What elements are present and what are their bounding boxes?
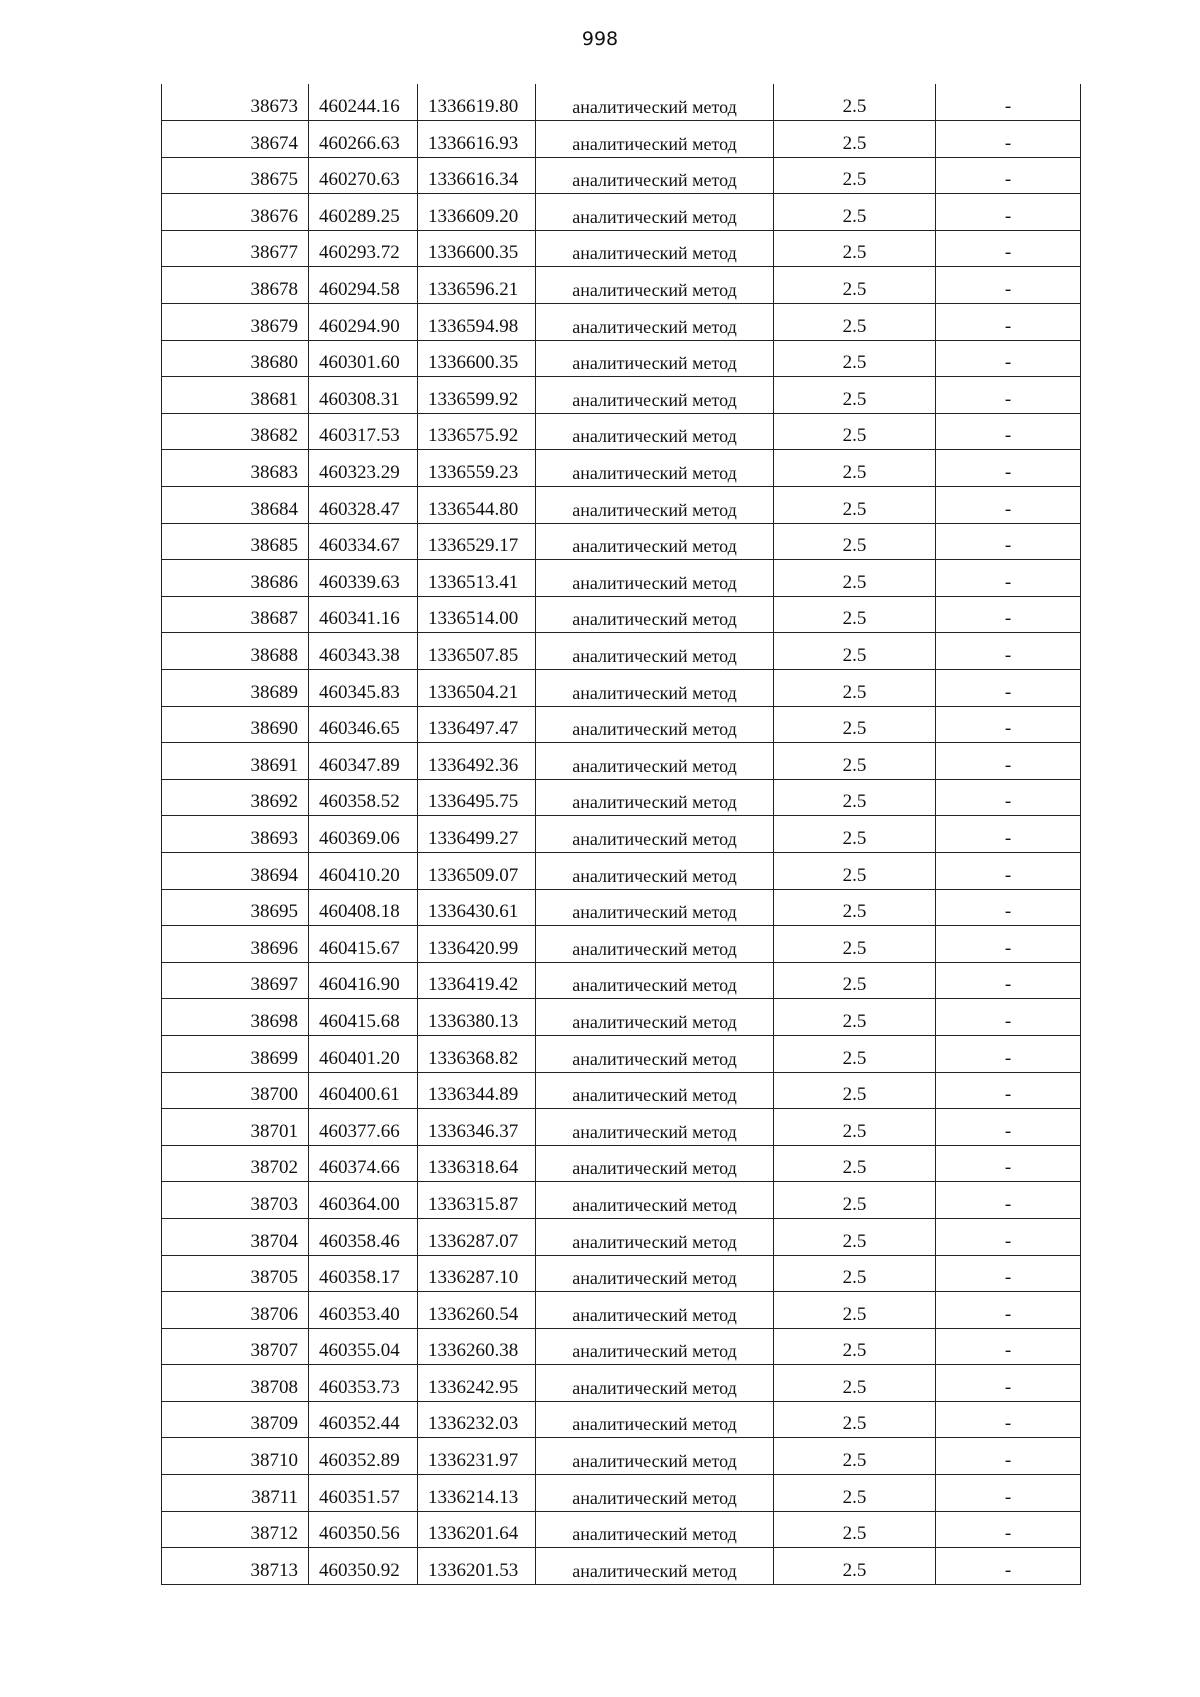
y-coordinate-cell: 1336599.92 bbox=[418, 377, 536, 414]
table-row bbox=[162, 1218, 1081, 1255]
note-cell: - bbox=[936, 377, 1081, 414]
method-cell: аналитический метод bbox=[536, 889, 774, 926]
x-coordinate-cell: 460328.47 bbox=[309, 487, 418, 524]
method-cell: аналитический метод bbox=[536, 377, 774, 414]
point-number-cell: 38713 bbox=[162, 1548, 309, 1585]
x-coordinate-cell: 460353.73 bbox=[309, 1365, 418, 1402]
y-coordinate-cell: 1336346.37 bbox=[418, 1109, 536, 1146]
table-row bbox=[162, 1255, 1081, 1292]
point-number-cell: 38678 bbox=[162, 267, 309, 304]
table-row bbox=[162, 1548, 1081, 1585]
accuracy-cell: 2.5 bbox=[774, 633, 936, 670]
y-coordinate-cell: 1336509.07 bbox=[418, 852, 536, 889]
table-row bbox=[162, 413, 1081, 450]
y-coordinate-cell: 1336596.21 bbox=[418, 267, 536, 304]
point-number-cell: 38698 bbox=[162, 999, 309, 1036]
point-number-cell: 38709 bbox=[162, 1401, 309, 1438]
accuracy-cell: 2.5 bbox=[774, 1145, 936, 1182]
accuracy-cell: 2.5 bbox=[774, 1438, 936, 1475]
note-cell: - bbox=[936, 852, 1081, 889]
accuracy-cell: 2.5 bbox=[774, 523, 936, 560]
point-number-cell: 38686 bbox=[162, 560, 309, 597]
accuracy-cell: 2.5 bbox=[774, 743, 936, 780]
note-cell: - bbox=[936, 1182, 1081, 1219]
accuracy-cell: 2.5 bbox=[774, 779, 936, 816]
accuracy-cell: 2.5 bbox=[774, 926, 936, 963]
point-number-cell: 38680 bbox=[162, 340, 309, 377]
method-cell: аналитический метод bbox=[536, 816, 774, 853]
method-cell: аналитический метод bbox=[536, 267, 774, 304]
x-coordinate-cell: 460410.20 bbox=[309, 852, 418, 889]
table-row bbox=[162, 121, 1081, 158]
x-coordinate-cell: 460293.72 bbox=[309, 230, 418, 267]
method-cell: аналитический метод bbox=[536, 194, 774, 231]
point-number-cell: 38683 bbox=[162, 450, 309, 487]
note-cell: - bbox=[936, 743, 1081, 780]
x-coordinate-cell: 460415.68 bbox=[309, 999, 418, 1036]
x-coordinate-cell: 460350.92 bbox=[309, 1548, 418, 1585]
y-coordinate-cell: 1336514.00 bbox=[418, 596, 536, 633]
accuracy-cell: 2.5 bbox=[774, 889, 936, 926]
note-cell: - bbox=[936, 157, 1081, 194]
table-row bbox=[162, 1109, 1081, 1146]
table-row bbox=[162, 633, 1081, 670]
method-cell: аналитический метод bbox=[536, 743, 774, 780]
method-cell: аналитический метод bbox=[536, 487, 774, 524]
method-cell: аналитический метод bbox=[536, 1328, 774, 1365]
method-cell: аналитический метод bbox=[536, 340, 774, 377]
y-coordinate-cell: 1336231.97 bbox=[418, 1438, 536, 1475]
accuracy-cell: 2.5 bbox=[774, 450, 936, 487]
accuracy-cell: 2.5 bbox=[774, 670, 936, 707]
x-coordinate-cell: 460301.60 bbox=[309, 340, 418, 377]
note-cell: - bbox=[936, 487, 1081, 524]
point-number-cell: 38690 bbox=[162, 706, 309, 743]
note-cell: - bbox=[936, 962, 1081, 999]
x-coordinate-cell: 460294.90 bbox=[309, 304, 418, 341]
accuracy-cell: 2.5 bbox=[774, 1292, 936, 1329]
y-coordinate-cell: 1336242.95 bbox=[418, 1365, 536, 1402]
accuracy-cell: 2.5 bbox=[774, 377, 936, 414]
y-coordinate-cell: 1336430.61 bbox=[418, 889, 536, 926]
accuracy-cell: 2.5 bbox=[774, 413, 936, 450]
accuracy-cell: 2.5 bbox=[774, 487, 936, 524]
coordinates-table bbox=[161, 84, 1081, 1585]
x-coordinate-cell: 460270.63 bbox=[309, 157, 418, 194]
y-coordinate-cell: 1336616.93 bbox=[418, 121, 536, 158]
coordinates-table-container bbox=[161, 84, 1080, 1585]
note-cell: - bbox=[936, 633, 1081, 670]
point-number-cell: 38691 bbox=[162, 743, 309, 780]
point-number-cell: 38697 bbox=[162, 962, 309, 999]
y-coordinate-cell: 1336529.17 bbox=[418, 523, 536, 560]
method-cell: аналитический метод bbox=[536, 926, 774, 963]
y-coordinate-cell: 1336619.80 bbox=[418, 84, 536, 121]
table-row bbox=[162, 926, 1081, 963]
point-number-cell: 38707 bbox=[162, 1328, 309, 1365]
note-cell: - bbox=[936, 1475, 1081, 1512]
note-cell: - bbox=[936, 596, 1081, 633]
note-cell: - bbox=[936, 1511, 1081, 1548]
point-number-cell: 38674 bbox=[162, 121, 309, 158]
method-cell: аналитический метод bbox=[536, 633, 774, 670]
x-coordinate-cell: 460358.46 bbox=[309, 1218, 418, 1255]
accuracy-cell: 2.5 bbox=[774, 1475, 936, 1512]
accuracy-cell: 2.5 bbox=[774, 340, 936, 377]
y-coordinate-cell: 1336504.21 bbox=[418, 670, 536, 707]
accuracy-cell: 2.5 bbox=[774, 999, 936, 1036]
note-cell: - bbox=[936, 84, 1081, 121]
point-number-cell: 38712 bbox=[162, 1511, 309, 1548]
y-coordinate-cell: 1336575.92 bbox=[418, 413, 536, 450]
y-coordinate-cell: 1336344.89 bbox=[418, 1072, 536, 1109]
point-number-cell: 38681 bbox=[162, 377, 309, 414]
point-number-cell: 38675 bbox=[162, 157, 309, 194]
y-coordinate-cell: 1336616.34 bbox=[418, 157, 536, 194]
point-number-cell: 38677 bbox=[162, 230, 309, 267]
y-coordinate-cell: 1336513.41 bbox=[418, 560, 536, 597]
note-cell: - bbox=[936, 267, 1081, 304]
accuracy-cell: 2.5 bbox=[774, 194, 936, 231]
table-row bbox=[162, 230, 1081, 267]
y-coordinate-cell: 1336559.23 bbox=[418, 450, 536, 487]
x-coordinate-cell: 460369.06 bbox=[309, 816, 418, 853]
x-coordinate-cell: 460343.38 bbox=[309, 633, 418, 670]
y-coordinate-cell: 1336594.98 bbox=[418, 304, 536, 341]
accuracy-cell: 2.5 bbox=[774, 816, 936, 853]
table-row bbox=[162, 157, 1081, 194]
table-row bbox=[162, 1475, 1081, 1512]
x-coordinate-cell: 460347.89 bbox=[309, 743, 418, 780]
accuracy-cell: 2.5 bbox=[774, 121, 936, 158]
method-cell: аналитический метод bbox=[536, 670, 774, 707]
method-cell: аналитический метод bbox=[536, 596, 774, 633]
method-cell: аналитический метод bbox=[536, 1548, 774, 1585]
y-coordinate-cell: 1336419.42 bbox=[418, 962, 536, 999]
point-number-cell: 38682 bbox=[162, 413, 309, 450]
accuracy-cell: 2.5 bbox=[774, 706, 936, 743]
x-coordinate-cell: 460353.40 bbox=[309, 1292, 418, 1329]
x-coordinate-cell: 460416.90 bbox=[309, 962, 418, 999]
accuracy-cell: 2.5 bbox=[774, 1365, 936, 1402]
note-cell: - bbox=[936, 1255, 1081, 1292]
method-cell: аналитический метод bbox=[536, 779, 774, 816]
point-number-cell: 38710 bbox=[162, 1438, 309, 1475]
point-number-cell: 38676 bbox=[162, 194, 309, 231]
y-coordinate-cell: 1336600.35 bbox=[418, 340, 536, 377]
method-cell: аналитический метод bbox=[536, 1145, 774, 1182]
note-cell: - bbox=[936, 1365, 1081, 1402]
table-row bbox=[162, 1438, 1081, 1475]
method-cell: аналитический метод bbox=[536, 1109, 774, 1146]
note-cell: - bbox=[936, 450, 1081, 487]
note-cell: - bbox=[936, 194, 1081, 231]
note-cell: - bbox=[936, 1035, 1081, 1072]
note-cell: - bbox=[936, 706, 1081, 743]
point-number-cell: 38688 bbox=[162, 633, 309, 670]
accuracy-cell: 2.5 bbox=[774, 84, 936, 121]
note-cell: - bbox=[936, 304, 1081, 341]
method-cell: аналитический метод bbox=[536, 230, 774, 267]
y-coordinate-cell: 1336368.82 bbox=[418, 1035, 536, 1072]
point-number-cell: 38694 bbox=[162, 852, 309, 889]
table-row bbox=[162, 84, 1081, 121]
method-cell: аналитический метод bbox=[536, 450, 774, 487]
note-cell: - bbox=[936, 413, 1081, 450]
table-row bbox=[162, 560, 1081, 597]
table-row bbox=[162, 194, 1081, 231]
note-cell: - bbox=[936, 1109, 1081, 1146]
x-coordinate-cell: 460415.67 bbox=[309, 926, 418, 963]
accuracy-cell: 2.5 bbox=[774, 1255, 936, 1292]
point-number-cell: 38700 bbox=[162, 1072, 309, 1109]
x-coordinate-cell: 460308.31 bbox=[309, 377, 418, 414]
table-row bbox=[162, 487, 1081, 524]
point-number-cell: 38701 bbox=[162, 1109, 309, 1146]
x-coordinate-cell: 460400.61 bbox=[309, 1072, 418, 1109]
method-cell: аналитический метод bbox=[536, 1511, 774, 1548]
table-row bbox=[162, 1145, 1081, 1182]
table-row bbox=[162, 816, 1081, 853]
note-cell: - bbox=[936, 816, 1081, 853]
table-row bbox=[162, 450, 1081, 487]
x-coordinate-cell: 460339.63 bbox=[309, 560, 418, 597]
table-row bbox=[162, 1328, 1081, 1365]
note-cell: - bbox=[936, 1218, 1081, 1255]
accuracy-cell: 2.5 bbox=[774, 267, 936, 304]
table-row bbox=[162, 1072, 1081, 1109]
point-number-cell: 38705 bbox=[162, 1255, 309, 1292]
y-coordinate-cell: 1336201.64 bbox=[418, 1511, 536, 1548]
y-coordinate-cell: 1336420.99 bbox=[418, 926, 536, 963]
point-number-cell: 38696 bbox=[162, 926, 309, 963]
point-number-cell: 38708 bbox=[162, 1365, 309, 1402]
accuracy-cell: 2.5 bbox=[774, 1548, 936, 1585]
method-cell: аналитический метод bbox=[536, 1218, 774, 1255]
table-row bbox=[162, 999, 1081, 1036]
accuracy-cell: 2.5 bbox=[774, 304, 936, 341]
x-coordinate-cell: 460350.56 bbox=[309, 1511, 418, 1548]
note-cell: - bbox=[936, 889, 1081, 926]
method-cell: аналитический метод bbox=[536, 413, 774, 450]
table-row bbox=[162, 1182, 1081, 1219]
accuracy-cell: 2.5 bbox=[774, 157, 936, 194]
x-coordinate-cell: 460364.00 bbox=[309, 1182, 418, 1219]
note-cell: - bbox=[936, 1145, 1081, 1182]
x-coordinate-cell: 460334.67 bbox=[309, 523, 418, 560]
table-row bbox=[162, 340, 1081, 377]
point-number-cell: 38703 bbox=[162, 1182, 309, 1219]
y-coordinate-cell: 1336492.36 bbox=[418, 743, 536, 780]
point-number-cell: 38673 bbox=[162, 84, 309, 121]
y-coordinate-cell: 1336287.10 bbox=[418, 1255, 536, 1292]
table-row bbox=[162, 267, 1081, 304]
y-coordinate-cell: 1336600.35 bbox=[418, 230, 536, 267]
x-coordinate-cell: 460355.04 bbox=[309, 1328, 418, 1365]
point-number-cell: 38711 bbox=[162, 1475, 309, 1512]
point-number-cell: 38684 bbox=[162, 487, 309, 524]
accuracy-cell: 2.5 bbox=[774, 962, 936, 999]
table-row bbox=[162, 1401, 1081, 1438]
y-coordinate-cell: 1336380.13 bbox=[418, 999, 536, 1036]
point-number-cell: 38692 bbox=[162, 779, 309, 816]
method-cell: аналитический метод bbox=[536, 1365, 774, 1402]
method-cell: аналитический метод bbox=[536, 706, 774, 743]
method-cell: аналитический метод bbox=[536, 304, 774, 341]
point-number-cell: 38695 bbox=[162, 889, 309, 926]
x-coordinate-cell: 460317.53 bbox=[309, 413, 418, 450]
point-number-cell: 38689 bbox=[162, 670, 309, 707]
point-number-cell: 38687 bbox=[162, 596, 309, 633]
x-coordinate-cell: 460358.17 bbox=[309, 1255, 418, 1292]
method-cell: аналитический метод bbox=[536, 962, 774, 999]
y-coordinate-cell: 1336544.80 bbox=[418, 487, 536, 524]
y-coordinate-cell: 1336495.75 bbox=[418, 779, 536, 816]
note-cell: - bbox=[936, 523, 1081, 560]
x-coordinate-cell: 460266.63 bbox=[309, 121, 418, 158]
x-coordinate-cell: 460401.20 bbox=[309, 1035, 418, 1072]
y-coordinate-cell: 1336315.87 bbox=[418, 1182, 536, 1219]
note-cell: - bbox=[936, 926, 1081, 963]
x-coordinate-cell: 460374.66 bbox=[309, 1145, 418, 1182]
method-cell: аналитический метод bbox=[536, 157, 774, 194]
x-coordinate-cell: 460351.57 bbox=[309, 1475, 418, 1512]
note-cell: - bbox=[936, 230, 1081, 267]
method-cell: аналитический метод bbox=[536, 1438, 774, 1475]
x-coordinate-cell: 460352.44 bbox=[309, 1401, 418, 1438]
table-row bbox=[162, 596, 1081, 633]
x-coordinate-cell: 460377.66 bbox=[309, 1109, 418, 1146]
accuracy-cell: 2.5 bbox=[774, 1218, 936, 1255]
point-number-cell: 38704 bbox=[162, 1218, 309, 1255]
method-cell: аналитический метод bbox=[536, 1072, 774, 1109]
y-coordinate-cell: 1336260.38 bbox=[418, 1328, 536, 1365]
table-row bbox=[162, 743, 1081, 780]
accuracy-cell: 2.5 bbox=[774, 230, 936, 267]
method-cell: аналитический метод bbox=[536, 1035, 774, 1072]
note-cell: - bbox=[936, 1292, 1081, 1329]
accuracy-cell: 2.5 bbox=[774, 1182, 936, 1219]
x-coordinate-cell: 460289.25 bbox=[309, 194, 418, 231]
table-row bbox=[162, 962, 1081, 999]
method-cell: аналитический метод bbox=[536, 1255, 774, 1292]
table-row bbox=[162, 670, 1081, 707]
note-cell: - bbox=[936, 779, 1081, 816]
method-cell: аналитический метод bbox=[536, 560, 774, 597]
table-row bbox=[162, 377, 1081, 414]
note-cell: - bbox=[936, 560, 1081, 597]
accuracy-cell: 2.5 bbox=[774, 560, 936, 597]
x-coordinate-cell: 460408.18 bbox=[309, 889, 418, 926]
accuracy-cell: 2.5 bbox=[774, 852, 936, 889]
table-row bbox=[162, 304, 1081, 341]
point-number-cell: 38693 bbox=[162, 816, 309, 853]
y-coordinate-cell: 1336499.27 bbox=[418, 816, 536, 853]
y-coordinate-cell: 1336609.20 bbox=[418, 194, 536, 231]
y-coordinate-cell: 1336507.85 bbox=[418, 633, 536, 670]
accuracy-cell: 2.5 bbox=[774, 1035, 936, 1072]
x-coordinate-cell: 460294.58 bbox=[309, 267, 418, 304]
accuracy-cell: 2.5 bbox=[774, 1109, 936, 1146]
method-cell: аналитический метод bbox=[536, 852, 774, 889]
note-cell: - bbox=[936, 1401, 1081, 1438]
table-row bbox=[162, 779, 1081, 816]
note-cell: - bbox=[936, 121, 1081, 158]
point-number-cell: 38679 bbox=[162, 304, 309, 341]
point-number-cell: 38685 bbox=[162, 523, 309, 560]
note-cell: - bbox=[936, 1548, 1081, 1585]
method-cell: аналитический метод bbox=[536, 1182, 774, 1219]
method-cell: аналитический метод bbox=[536, 999, 774, 1036]
method-cell: аналитический метод bbox=[536, 121, 774, 158]
method-cell: аналитический метод bbox=[536, 523, 774, 560]
note-cell: - bbox=[936, 1072, 1081, 1109]
table-row bbox=[162, 889, 1081, 926]
page-number: 998 bbox=[581, 28, 619, 50]
x-coordinate-cell: 460352.89 bbox=[309, 1438, 418, 1475]
accuracy-cell: 2.5 bbox=[774, 1511, 936, 1548]
y-coordinate-cell: 1336214.13 bbox=[418, 1475, 536, 1512]
x-coordinate-cell: 460244.16 bbox=[309, 84, 418, 121]
point-number-cell: 38699 bbox=[162, 1035, 309, 1072]
x-coordinate-cell: 460346.65 bbox=[309, 706, 418, 743]
note-cell: - bbox=[936, 1328, 1081, 1365]
x-coordinate-cell: 460358.52 bbox=[309, 779, 418, 816]
y-coordinate-cell: 1336318.64 bbox=[418, 1145, 536, 1182]
table-row bbox=[162, 706, 1081, 743]
y-coordinate-cell: 1336232.03 bbox=[418, 1401, 536, 1438]
table-row bbox=[162, 1511, 1081, 1548]
y-coordinate-cell: 1336201.53 bbox=[418, 1548, 536, 1585]
x-coordinate-cell: 460341.16 bbox=[309, 596, 418, 633]
x-coordinate-cell: 460345.83 bbox=[309, 670, 418, 707]
point-number-cell: 38702 bbox=[162, 1145, 309, 1182]
accuracy-cell: 2.5 bbox=[774, 1328, 936, 1365]
table-row bbox=[162, 852, 1081, 889]
x-coordinate-cell: 460323.29 bbox=[309, 450, 418, 487]
table-row bbox=[162, 1292, 1081, 1329]
note-cell: - bbox=[936, 340, 1081, 377]
table-row bbox=[162, 523, 1081, 560]
accuracy-cell: 2.5 bbox=[774, 1072, 936, 1109]
method-cell: аналитический метод bbox=[536, 1475, 774, 1512]
method-cell: аналитический метод bbox=[536, 1401, 774, 1438]
y-coordinate-cell: 1336260.54 bbox=[418, 1292, 536, 1329]
y-coordinate-cell: 1336497.47 bbox=[418, 706, 536, 743]
accuracy-cell: 2.5 bbox=[774, 1401, 936, 1438]
table-row bbox=[162, 1365, 1081, 1402]
method-cell: аналитический метод bbox=[536, 1292, 774, 1329]
accuracy-cell: 2.5 bbox=[774, 596, 936, 633]
method-cell: аналитический метод bbox=[536, 84, 774, 121]
table-row bbox=[162, 1035, 1081, 1072]
coordinates-table-body bbox=[162, 84, 1081, 1584]
point-number-cell: 38706 bbox=[162, 1292, 309, 1329]
note-cell: - bbox=[936, 999, 1081, 1036]
note-cell: - bbox=[936, 670, 1081, 707]
y-coordinate-cell: 1336287.07 bbox=[418, 1218, 536, 1255]
note-cell: - bbox=[936, 1438, 1081, 1475]
